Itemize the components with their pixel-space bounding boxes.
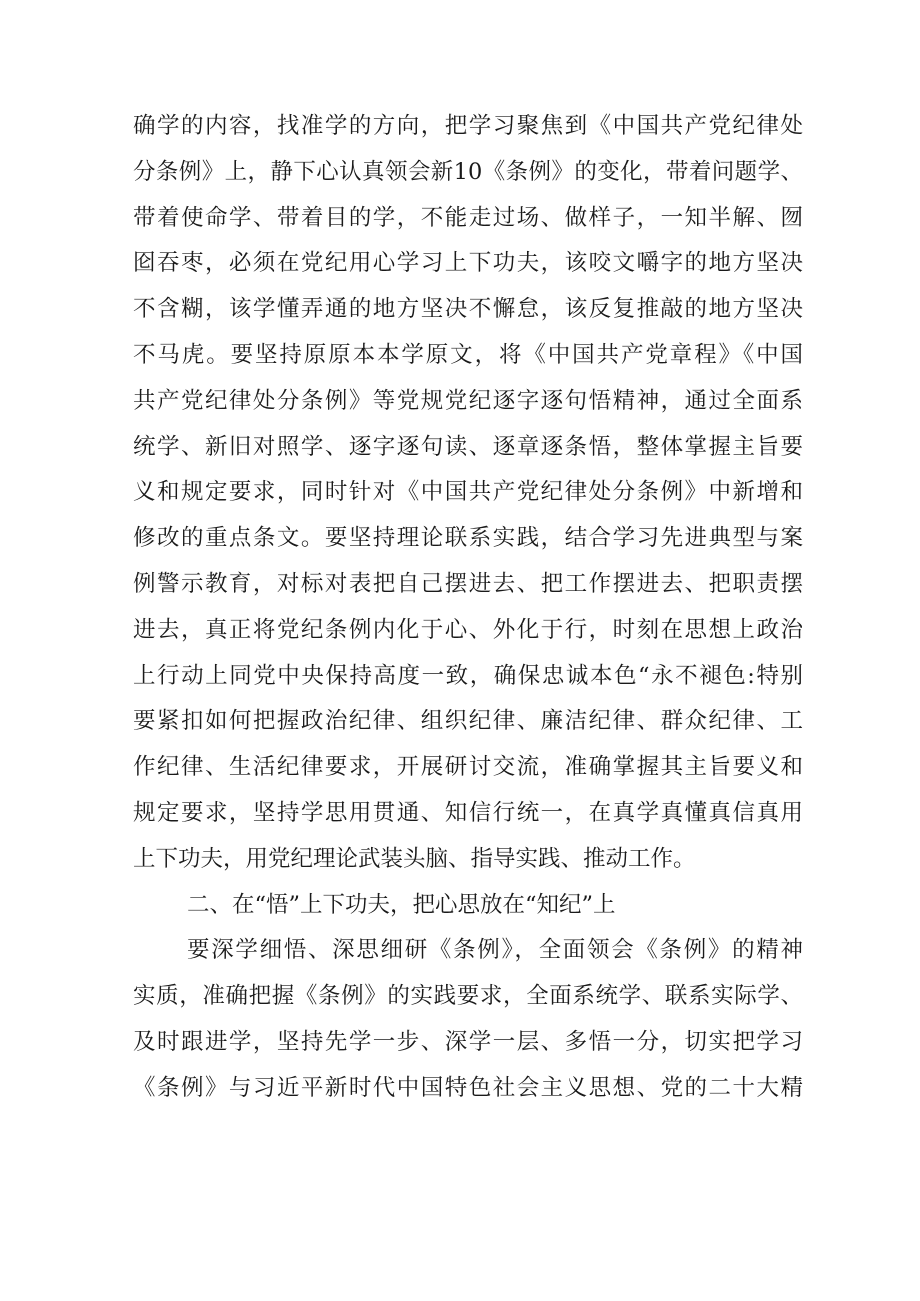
text-line: 义和规定要求，同时针对《中国共产党纪律处分条例》中新增和 (133, 479, 803, 506)
text-line: 囵吞枣，必须在党纪用心学习上下功夫，该咬文嚼字的地方坚决 (133, 250, 803, 277)
text-line: 例警示教育，对标对表把自己摆进去、把工作摆进去、把职责摆 (133, 570, 803, 597)
text-line: 上行动上同党中央保持高度一致，确保忠诚本色“永不褪色:特别 (133, 662, 803, 689)
text-line: 上下功夫，用党纪理论武装头脑、指导实践、推动工作。 (133, 845, 696, 872)
text-line: 带着使命学、带着目的学，不能走过场、做样子，一知半解、囫 (133, 204, 803, 231)
text-line: 不含糊，该学懂弄通的地方坚决不懈怠，该反复推敲的地方坚决 (133, 296, 803, 323)
paragraph-2 (133, 928, 803, 1111)
text-line: 确学的内容，找准学的方向，把学习聚焦到《中国共产党纪律处 (133, 113, 803, 139)
text-line: 作纪律、生活纪律要求，开展研讨交流，准确掌握其主旨要义和 (133, 754, 803, 781)
text-line: 不马虎。要坚持原原本本学原文，将《中国共产党章程》《中国 (133, 341, 803, 368)
text-line: 实质，准确把握《条例》的实践要求，全面系统学、联系实际学、 (133, 983, 803, 1010)
text-line: 要紧扣如何把握政治纪律、组织纪律、廉洁纪律、群众纪律、工 (133, 708, 803, 735)
text-line: 共产党纪律处分条例》等党规党纪逐字逐句悟精神，通过全面系 (133, 387, 803, 414)
text-line: 分条例》上，静下心认真领会新10《条例》的变化，带着问题学、 (133, 158, 803, 185)
text-line: 修改的重点条文。要坚持理论联系实践，结合学习先进典型与案 (133, 525, 803, 552)
text-line: 规定要求，坚持学思用贯通、知信行统一，在真学真懂真信真用 (133, 799, 803, 826)
document-body (133, 104, 803, 1112)
text-line: 统学、新旧对照学、逐字逐句读、逐章逐条悟，整体掌握主旨要 (133, 433, 803, 460)
text-line: 进去，真正将党纪条例内化于心、外化于行，时刻在思想上政治 (133, 616, 803, 643)
text-line: 及时跟进学，坚持先学一步、深学一层、多悟一分，切实把学习 (133, 1028, 803, 1055)
section-heading: 二、在“悟”上下功夫，把心思放在“知纪”上 (187, 891, 616, 918)
paragraph-1 (133, 104, 803, 883)
text-line: 要深学细悟、深思细研《条例》，全面领会《条例》的精神 (187, 937, 803, 964)
text-line: 《条例》与习近平新时代中国特色社会主义思想、党的二十大精 (133, 1074, 803, 1101)
